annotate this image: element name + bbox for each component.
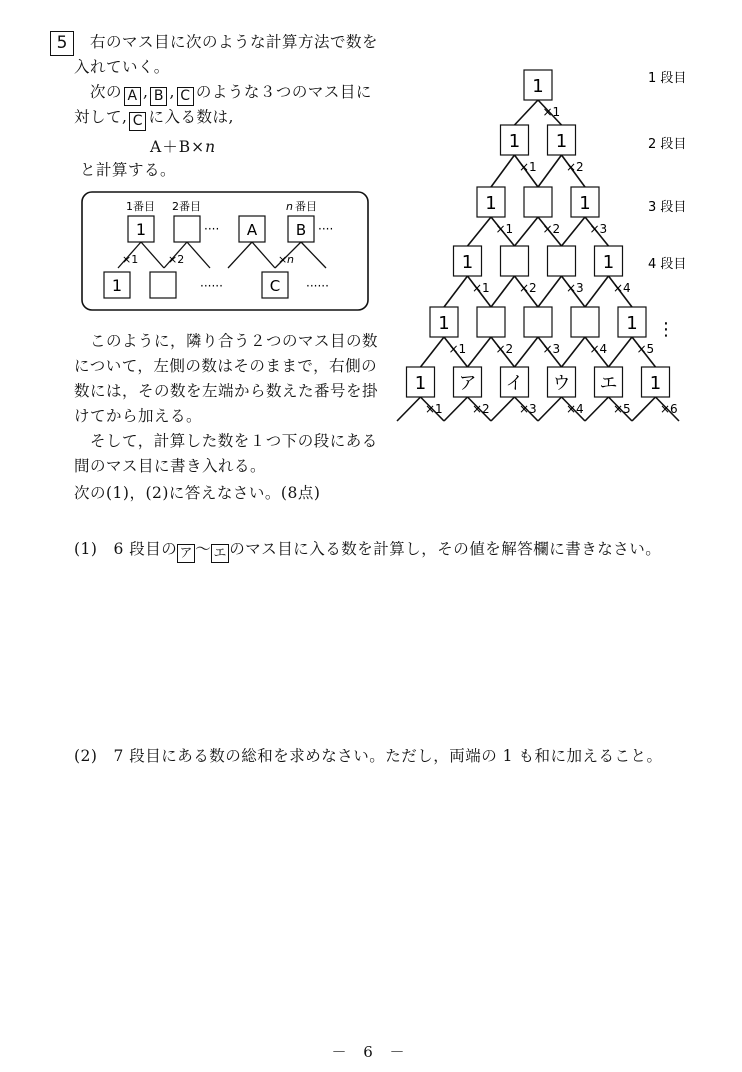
multiplier-label: ×5 bbox=[636, 342, 655, 356]
connector-line bbox=[444, 397, 468, 421]
multiplier-label: ×3 bbox=[542, 342, 561, 356]
row-label: 1 段目 bbox=[648, 71, 687, 86]
dots-bottom-right: ······ bbox=[306, 279, 329, 293]
pyramid-one: 1 bbox=[626, 313, 638, 334]
multiplier-label: ×5 bbox=[613, 402, 631, 416]
mult-2: ×2 bbox=[168, 253, 185, 266]
example-b: B bbox=[295, 221, 307, 239]
example-diagram bbox=[80, 190, 372, 314]
sub-question-2: (2) 7 段目にある数の総和を求めなさい。ただし，両端の 1 も和に加えること。 bbox=[74, 747, 663, 765]
connector-line bbox=[468, 337, 492, 367]
sub-question-1 bbox=[74, 537, 661, 563]
rule-prefix: 次の bbox=[90, 83, 123, 101]
multiplier-label: ×2 bbox=[472, 402, 490, 416]
box-b-inline: B bbox=[150, 87, 167, 106]
mult-1: ×1 bbox=[122, 253, 139, 266]
connector-line bbox=[538, 397, 562, 421]
q1-suffix: のマス目に入る数を計算し，その値を解答欄に書きなさい。 bbox=[229, 540, 662, 558]
q1-tilde: ～ bbox=[195, 540, 212, 558]
box-c-inline-2: C bbox=[129, 112, 146, 131]
pyramid-one: 1 bbox=[532, 76, 544, 97]
multiplier-label: ×2 bbox=[542, 222, 561, 236]
pyramid-one: 1 bbox=[461, 252, 474, 273]
explain-line-6: 間のマス目に書き入れる。 bbox=[74, 457, 267, 475]
pyramid-one: 1 bbox=[414, 373, 427, 394]
q1-box-a: ア bbox=[177, 544, 195, 563]
pyramid-one: 1 bbox=[602, 252, 615, 273]
number-pyramid bbox=[380, 60, 720, 430]
connector-line bbox=[538, 276, 562, 307]
example-one-bottom: 1 bbox=[111, 276, 123, 295]
rule-line-2 bbox=[74, 107, 234, 131]
example-arrows bbox=[118, 242, 326, 268]
pyramid-one: 1 bbox=[485, 193, 497, 214]
multiplier-label: ×1 bbox=[542, 105, 561, 119]
page-number: － 6 － bbox=[331, 1043, 411, 1061]
multiplier-label: ×4 bbox=[566, 402, 584, 416]
connector-line bbox=[562, 337, 586, 367]
connector-line bbox=[515, 217, 539, 246]
formula bbox=[150, 135, 216, 157]
example-c: C bbox=[269, 277, 281, 295]
pyramid-box bbox=[501, 246, 529, 276]
multiplier-label: ×1 bbox=[519, 160, 537, 174]
intro-line-2: 入れていく。 bbox=[74, 58, 170, 76]
multiplier-label: ×4 bbox=[589, 342, 608, 356]
pyramid-box bbox=[548, 246, 576, 276]
connector-line bbox=[609, 337, 633, 367]
continuation-dots: ⋮ bbox=[657, 319, 675, 340]
dots-top-mid: ···· bbox=[204, 222, 220, 236]
pyramid-one: 1 bbox=[579, 193, 591, 214]
label-second: 2番目 bbox=[172, 200, 201, 213]
row-label: 2 段目 bbox=[648, 137, 687, 152]
multiplier-label: ×1 bbox=[472, 281, 490, 295]
label-n: n bbox=[286, 200, 293, 213]
mult-n: × bbox=[278, 253, 288, 266]
dots-bottom-mid: ······ bbox=[200, 279, 223, 293]
mult-n-var: n bbox=[287, 253, 294, 266]
multiplier-label: ×3 bbox=[566, 281, 584, 295]
label-first: 1番目 bbox=[126, 200, 155, 213]
pyramid-kana-cell: ウ bbox=[552, 373, 571, 394]
multiplier-label: ×6 bbox=[660, 402, 678, 416]
pyramid-kana-cell: イ bbox=[505, 373, 524, 394]
dots-top-right: ···· bbox=[318, 222, 334, 236]
pyramid-kana-cell: ア bbox=[458, 373, 477, 394]
connector-line bbox=[397, 397, 421, 421]
multiplier-label: ×4 bbox=[613, 281, 631, 295]
pyramid-box bbox=[571, 307, 599, 337]
connector-line bbox=[491, 155, 515, 187]
example-box-bottom-2 bbox=[150, 272, 176, 298]
example-one-top: 1 bbox=[135, 220, 147, 239]
explain-line-2: について，左側の数はそのままで，右側の bbox=[74, 357, 378, 375]
connector-line bbox=[562, 217, 586, 246]
connector-line bbox=[468, 217, 492, 246]
multiplier-label: ×1 bbox=[495, 222, 514, 236]
row-label: 4 段目 bbox=[648, 257, 687, 272]
connector-line bbox=[585, 397, 609, 421]
multiplier-label: ×1 bbox=[425, 402, 443, 416]
intro-line-1: 右のマス目に次のような計算方法で数を bbox=[90, 33, 379, 51]
rule2-prefix: 対して, bbox=[74, 108, 128, 126]
multiplier-label: ×3 bbox=[519, 402, 537, 416]
box-a-inline: A bbox=[124, 87, 141, 106]
connector-line bbox=[491, 276, 515, 307]
connector-line bbox=[421, 337, 445, 367]
pyramid-one: 1 bbox=[649, 373, 662, 394]
q1-box-e: エ bbox=[211, 544, 229, 563]
rule-suffix: のような３つのマス目に bbox=[195, 83, 372, 101]
connector-line bbox=[632, 397, 656, 421]
formula-var: n bbox=[205, 138, 217, 156]
pyramid-one: 1 bbox=[555, 131, 568, 152]
multiplier-label: ×1 bbox=[448, 342, 467, 356]
explain-line-1: このように，隣り合う２つのマス目の数 bbox=[90, 332, 379, 350]
connector-line bbox=[491, 397, 515, 421]
row-label: 3 段目 bbox=[648, 200, 687, 215]
pyramid-kana-cell: エ bbox=[599, 373, 618, 394]
label-nth: 番目 bbox=[295, 200, 317, 213]
question-number: 5 bbox=[50, 31, 74, 56]
pyramid-one: 1 bbox=[438, 313, 450, 334]
pyramid-box bbox=[524, 307, 552, 337]
explain-line-4: けてから加える。 bbox=[74, 407, 203, 425]
rule2-suffix: に入る数は, bbox=[148, 108, 234, 126]
pyramid-box bbox=[524, 187, 552, 217]
instruction-line: 次の(1)，(2)に答えなさい。(8点) bbox=[74, 484, 321, 502]
pyramid-box bbox=[477, 307, 505, 337]
example-box-2 bbox=[174, 216, 200, 242]
connector-line bbox=[585, 276, 609, 307]
rule-line bbox=[90, 82, 372, 106]
multiplier-label: ×2 bbox=[566, 160, 584, 174]
after-formula: と計算する。 bbox=[80, 161, 177, 179]
sep: , bbox=[143, 83, 149, 101]
explain-line-3: 数には，その数を左端から数えた番号を掛 bbox=[74, 382, 379, 400]
q1-prefix: (1) 6 段目の bbox=[74, 540, 178, 558]
example-a: A bbox=[246, 221, 258, 239]
formula-main: A＋B× bbox=[150, 138, 206, 156]
connector-line bbox=[538, 155, 562, 187]
box-c-inline: C bbox=[177, 87, 194, 106]
multiplier-label: ×2 bbox=[495, 342, 514, 356]
multiplier-label: ×3 bbox=[589, 222, 608, 236]
pyramid-one: 1 bbox=[508, 131, 521, 152]
connector-line bbox=[444, 276, 468, 307]
sep: , bbox=[169, 83, 175, 101]
explain-line-5: そして，計算した数を１つ下の段にある bbox=[90, 432, 378, 450]
connector-line bbox=[515, 337, 539, 367]
multiplier-label: ×2 bbox=[519, 281, 537, 295]
connector-line bbox=[515, 100, 539, 125]
